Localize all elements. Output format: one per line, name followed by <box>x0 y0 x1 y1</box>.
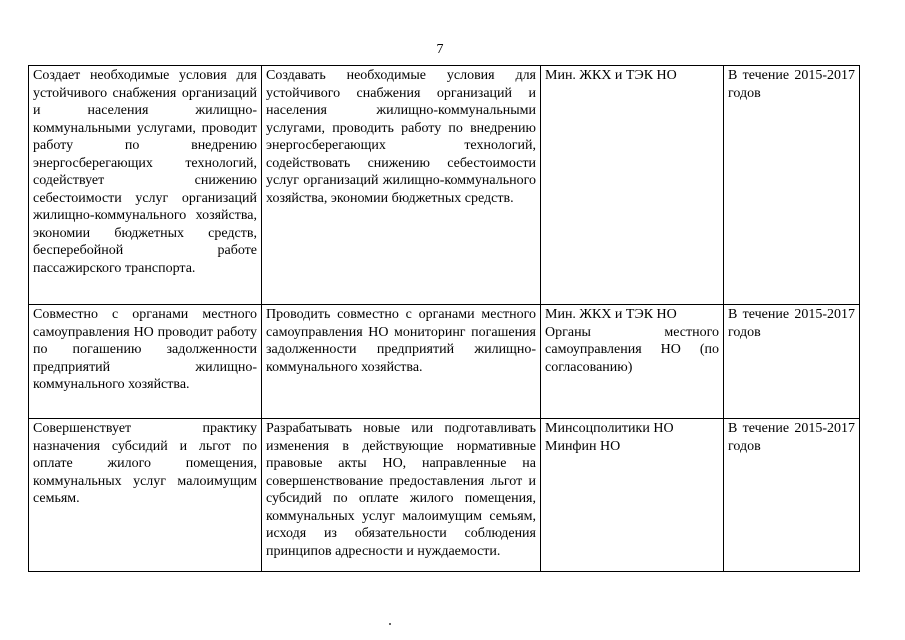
task-cell: Проводить совместно с органами местного самоуправления НО мониторинг погашения задолженности предприятий жилищно-коммунального хозяйства. <box>262 305 541 419</box>
responsible-cell <box>541 419 724 572</box>
deadline-cell: В течение 2015-2017 годов <box>724 66 860 305</box>
task-cell: Разрабатывать новые или подготавливать изменения в действующие нормативные правовые акты НО, направленные на совершенствование предоставления льгот и субсидий по оплате жилого помещения, коммунальных услуг малоимущим семьям, исходя из обязательности соблюдения принципов адресности и нуждаемости. <box>262 419 541 572</box>
action-cell: Совместно с органами местного самоуправления НО проводит работу по погашению задолженности предприятий жилищно-коммунального хозяйства. <box>29 305 262 419</box>
task-cell: Создавать необходимые условия для устойчивого снабжения организаций и населения жилищно-коммунальными услугами, проводить работу по внедрению энергосберегающих технологий, содействовать снижению себестоимости услуг организаций жилищно-коммунального хозяйства, экономии бюджетных средств. <box>262 66 541 305</box>
deadline-cell: В течение 2015-2017 годов <box>724 419 860 572</box>
responsible-line: Минсоцполитики НО <box>545 421 674 436</box>
responsible-line: Минфин НО <box>545 438 621 454</box>
responsible-line: Мин. ЖКХ и ТЭК НО <box>545 307 677 322</box>
responsible-cell <box>541 305 724 419</box>
responsible-line: Органы местного самоуправления НО (по согласованию) <box>545 324 719 375</box>
table-row <box>29 66 860 305</box>
scan-speck <box>389 623 391 625</box>
page-number: 7 <box>436 42 444 57</box>
responsible-cell <box>541 66 724 305</box>
measures-table <box>28 65 860 572</box>
action-cell: Совершенствует практику назначения субсидий и льгот по оплате жилого помещения, коммунальных услуг малоимущим семьям. <box>29 419 262 572</box>
action-cell: Создает необходимые условия для устойчивого снабжения организаций и населения жилищно-коммунальными услугами, проводит работу по внедрению энергосберегающих технологий, содействует снижению себестоимости услуг организаций жилищно-коммунального хозяйства, экономии бюджетных средств, бесперебойной работе пассажирского транспорта. <box>29 66 262 305</box>
deadline-cell: В течение 2015-2017 годов <box>724 305 860 419</box>
table-row <box>29 305 860 419</box>
responsible-line: Мин. ЖКХ и ТЭК НО <box>545 68 677 83</box>
table-row <box>29 419 860 572</box>
